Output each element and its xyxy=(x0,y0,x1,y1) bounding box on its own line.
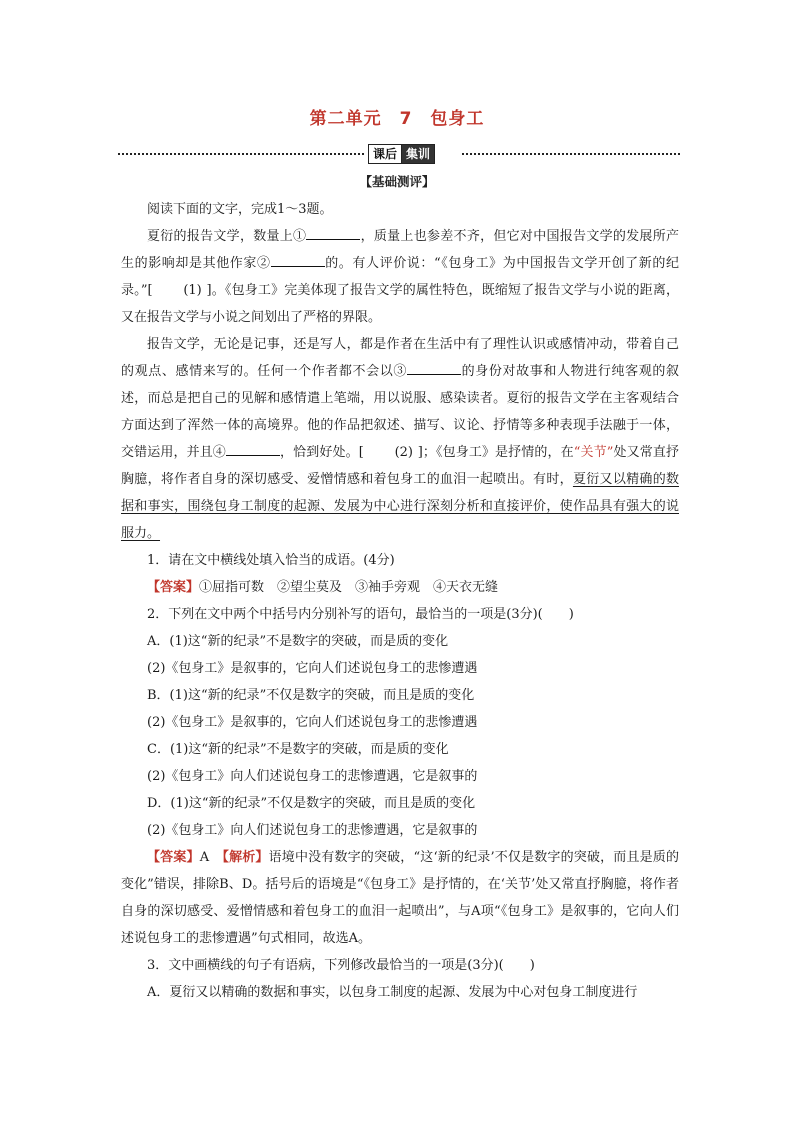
underlined-sentence: 夏衍又以精确的数据和事实，围绕包身工制度的起源、发展为中心进行深刻分析和直接评价，使作品具有强大的说服力。 xyxy=(121,472,679,541)
fill-blank-3 xyxy=(407,360,461,375)
document-body xyxy=(121,196,679,1006)
option-line: (2)《包身工》是叙事的，它向人们述说包身工的悲惨遭遇 xyxy=(147,715,478,730)
text-run: 处又常直抒胸臆，将作者自身的深切感受、爱憎情感和着包身工的血泪一起喷出。有时， xyxy=(121,445,679,487)
question-2: 2．下列在文中两个中括号内分别补写的语句，最恰当的一项是(3分)( ) xyxy=(147,607,574,622)
text-run: ，恰到好处。[ xyxy=(279,445,364,460)
answer-letter: A xyxy=(199,850,210,865)
dotted-rule-right xyxy=(462,153,680,155)
text-run: 的。有人评价说：“《包身工》为中国报告文学开创了新的纪录。”[ xyxy=(121,256,679,298)
badge-left-label: 课后 xyxy=(369,145,402,163)
passage-paragraph-1 xyxy=(121,223,679,331)
option-line: (2)《包身工》向人们述说包身工的悲惨遭遇，它是叙事的 xyxy=(147,823,478,838)
option-line: A．夏衍又以精确的数据和事实，以包身工制度的起源、发展为中心对包身工制度进行 xyxy=(147,985,638,1000)
text-run: 报告文学，无论是记事，还是写人，都是作者在生活中有了理性认识或感情冲动，带着自己的观点、感情来写的。任何一个作者都不会以③ xyxy=(121,337,679,379)
fill-blank-2 xyxy=(271,252,325,267)
answer-text: ①屈指可数 ②望尘莫及 ③袖手旁观 ④天衣无缝 xyxy=(199,580,499,595)
option-line: D．(1)这“新的纪录”不仅是数字的突破，而且是质的变化 xyxy=(147,796,476,811)
text-run: ，质量上也参差不齐，但它对中国报告文学的发展所产生的影响却是其他作家② xyxy=(121,229,679,271)
answer-tag: 【答案】 xyxy=(147,580,200,595)
analysis-text: 语境中没有数字的突破，“这‘新的纪录’不仅是数字的突破，而且是质的变化”错误，排除B、D。括号后的语境是“《包身工》是抒情的，在‘关节’处又常直抒胸臆，将作者自身的深切感受、爱憎情感和着包身工的血泪一起喷出”，与A项“《包身工》是叙事的，它向人们述说包身工的悲惨遭遇”句式相同，故选A。 xyxy=(121,850,679,946)
section-heading: 【基础测评】 xyxy=(359,174,435,189)
section-divider xyxy=(118,143,680,165)
homework-badge xyxy=(368,144,435,164)
question-3: 3．文中画横线的句子有语病，下列修改最恰当的一项是(3分)( ) xyxy=(147,958,535,973)
badge-right-label: 集训 xyxy=(402,145,434,163)
answer-1 xyxy=(121,574,679,601)
passage-intro: 阅读下面的文字，完成1～3题。 xyxy=(147,202,333,217)
bracket-mark-2: (2) xyxy=(394,445,413,460)
text-run: 的身份对故事和人物进行纯客观的叙述，而总是把自己的见解和感情遣上笔端，用以说服、感染读者。夏衍的报告文学在主客观结合方面达到了浑然一体的高境界。他的作品把叙述、描写、议论、抒情等多种表现手法融于一体，交错运用，并且④ xyxy=(121,364,679,460)
answer-2 xyxy=(121,844,679,952)
question-1: 1．请在文中横线处填入恰当的成语。(4分) xyxy=(147,553,395,568)
option-line: (2)《包身工》向人们述说包身工的悲惨遭遇，它是叙事的 xyxy=(147,769,478,784)
option-line: A．(1)这“新的纪录”不是数字的突破，而是质的变化 xyxy=(147,634,449,649)
text-run: 夏衍的报告文学，数量上① xyxy=(147,229,307,244)
bracket-mark-1: (1) xyxy=(183,283,202,298)
text-run: ]；《包身工》是抒情的，在 xyxy=(417,445,574,460)
passage-paragraph-2 xyxy=(121,331,679,547)
option-line: C．(1)这“新的纪录”不是数字的突破，而是质的变化 xyxy=(147,742,449,757)
answer-tag: 【答案】 xyxy=(147,850,200,865)
text-run: ]。《包身工》完美体现了报告文学的属性特色，既缩短了报告文学与小说的距离，又在报告文学与小说之间划出了严格的界限。 xyxy=(121,283,679,325)
fill-blank-1 xyxy=(306,225,360,240)
fill-blank-4 xyxy=(226,441,280,456)
dotted-rule-left xyxy=(118,153,364,155)
quoted-term: “关节” xyxy=(573,445,614,460)
option-line: B．(1)这“新的纪录”不仅是数字的突破，而且是质的变化 xyxy=(147,688,475,703)
analysis-tag: 【解析】 xyxy=(222,850,269,865)
page-title: 第二单元 7 包身工 xyxy=(309,109,485,129)
option-line: (2)《包身工》是叙事的，它向人们述说包身工的悲惨遭遇 xyxy=(147,661,478,676)
